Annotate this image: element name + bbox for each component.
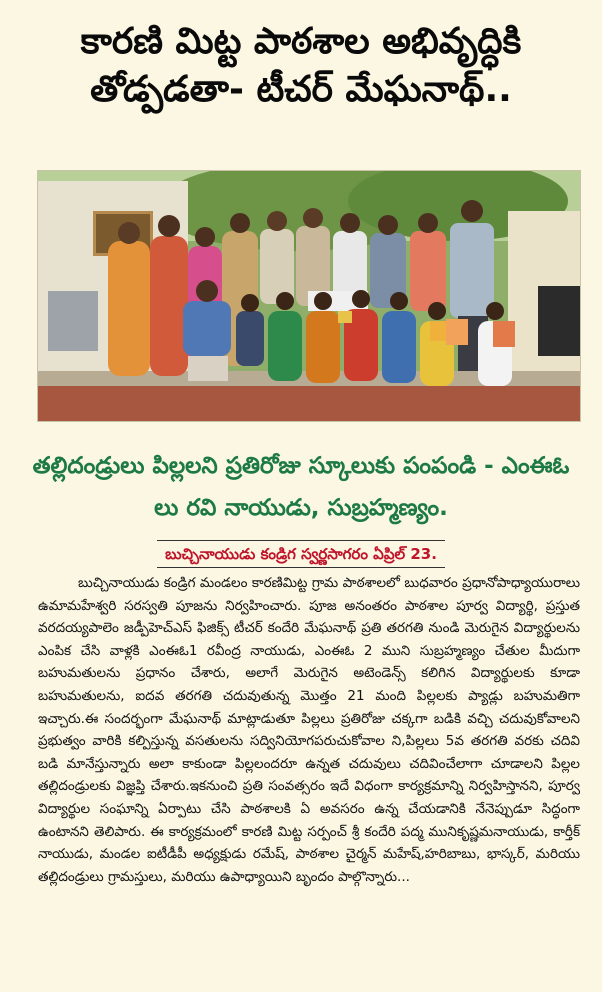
article-body: బుచ్చినాయుడు కండ్రిగ మండలం కారణిమిట్ట గ్రామ పాఠశాలలో బుధవారం ప్రధానోపాధ్యాయురాలు ఉమామహేశ్వరి సరస్వతి పూజను నిర్వహించారు. పూజ అనంతరం పాఠశాల పూర్వ విద్యార్థి, ప్రస్తుత వరదయ్యపాలెం జడ్పీహెచ్ఎస్ ఫిజిక్స్ టీచర్ కందేరి మేఘనాథ్ ప్రతి తరగతి నుండి మెరుగైన విద్యార్థులను ఎంపిక చేసి వాళ్లకి ఎంఈఓ1 రవీంద్ర నాయుడు, ఎంఈఓ 2 ముని సుబ్రహ్మణ్యం చేతుల మీదుగా బహుమతులను ప్రధానం చేశారు, అలాగే మెరుగైన అటెండెన్స్ కలిగిన విద్యార్థులకు కూడా బహుమతులను, ఐదవ తరగతి చదువుతున్న మొత్తం 21 మంది పిల్లలకు ప్యాడ్లు బహుమతిగా ఇచ్చారు.ఈ సందర్భంగా మేఘనాథ్ మాట్లాడుతూ పిల్లలు ప్రతిరోజు చక్కగా బడికి వచ్చి చదువుకోవాలని ప్రభుత్వం వారికి కల్పిస్తున్న వసతులను సద్వినియోగపరుచుకోవాల ని,పిల్లలు 5వ తరగతి వరకు చదివి బడి మానేస్తున్నారు అలా కాకుండా పిల్లలందరూ ఉన్నత చదువులు చదివించేలాగా చూడాలని పిల్లల తల్లిదండ్రులకు విజ్ఞప్తి చేశారు.ఇకనుంచి ప్రతి సంవత్సరం ఇదే విధంగా కార్యక్రమాన్ని నిర్వహిస్తానని, పూర్వ విద్యార్థుల సంఘాన్ని ఏర్పాటు చేసి పాఠశాలకి ఏ అవసరం ఉన్న చేయడానికి నేనెప్పుడూ సిద్ధంగా ఉంటానని తెలిపారు. ఈ కార్యక్రమంలో కారణి మిట్ట సర్పంచ్ శ్రీ కందేరి పద్మ మునికృష్ణమనాయుడు, కార్తీక్ నాయుడు, మండల ఐటీడీపీ అధ్యక్షుడు రమేష్, పాఠశాల చైర్మన్ మహేష్,హరిబాబు, భాస్కర్, మరియు తల్లిదండ్రులు గ్రామస్తులు, మరియు ఉపాధ్యాయిని బృందం పాల్గొన్నారు...	[38, 575, 580, 885]
news-photo	[37, 170, 581, 422]
headline: కారణి మిట్ట పాఠశాల అభివృద్ధికి తోడ్పడతా- టీచర్ మేఘనాథ్..	[80, 21, 522, 110]
subheadline: తల్లిదండ్రులు పిల్లలని ప్రతిరోజు స్కూలుకు పంపండి - ఎంఈఓ లు రవి నాయుడు, సుబ్రహ్మణ్యం.	[32, 453, 570, 521]
dateline: బుచ్చినాయుడు కండ్రిగ స్వర్ణసాగరం ఏప్రిల్ 23.	[157, 540, 445, 568]
